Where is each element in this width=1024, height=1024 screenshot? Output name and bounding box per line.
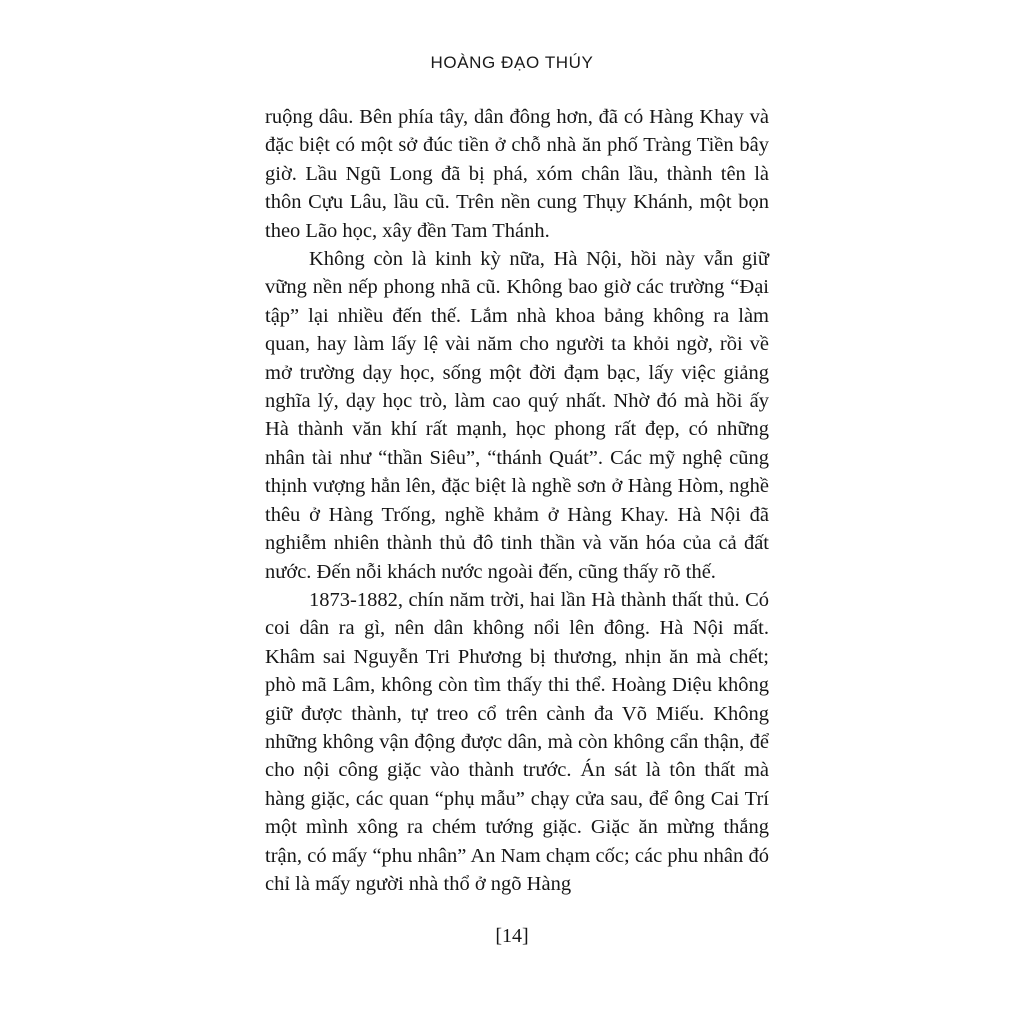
paragraph: Không còn là kinh kỳ nữa, Hà Nội, hồi này vẫn giữ vững nền nếp phong nhã cũ. Không bao giờ các trường “Đại tập” lại nhiều đến thế. Lắm nhà khoa bảng không ra làm quan, hay làm lấy lệ vài năm cho người ta khỏi ngờ, rồi về mở trường dạy học, sống một đời đạm bạc, lấy việc giảng nghĩa lý, dạy học trò, làm cao quý nhất. Nhờ đó mà hồi ấy Hà thành văn khí rất mạnh, học phong rất đẹp, có những nhân tài như “thần Siêu”, “thánh Quát”. Các mỹ nghệ cũng thịnh vượng hẳn lên, đặc biệt là nghề sơn ở Hàng Hòm, nghề thêu ở Hàng Trống, nghề khảm ở Hàng Khay. Hà Nội đã nghiễm nhiên thành thủ đô tinh thần và văn hóa của cả đất nước. Đến nỗi khách nước ngoài đến, cũng thấy rõ thế.: [265, 248, 769, 583]
running-head: HOÀNG ĐẠO THÚY: [430, 53, 594, 72]
paragraph: 1873-1882, chín năm trời, hai lần Hà thành thất thủ. Có coi dân ra gì, nên dân không nổi lên đông. Hà Nội mất. Khâm sai Nguyễn Tri Phương bị thương, nhịn ăn mà chết; phò mã Lâm, không còn tìm thấy thi thể. Hoàng Diệu không giữ được thành, tự treo cổ trên cành đa Võ Miếu. Không những không vận động được dân, mà còn không cẩn thận, để cho nội công giặc vào thành trước. Án sát là tôn thất mà hàng giặc, các quan “phụ mẫu” chạy cửa sau, để ông Cai Trí một mình xông ra chém tướng giặc. Giặc ăn mừng thắng trận, có mấy “phu nhân” An Nam chạm cốc; các phu nhân đó chỉ là mấy người nhà thổ ở ngõ Hàng: [265, 588, 769, 895]
paragraph-continued: ruộng dâu. Bên phía tây, dân đông hơn, đã có Hàng Khay và đặc biệt có một sở đúc tiền ở chỗ nhà ăn phố Tràng Tiền bây giờ. Lầu Ngũ Long đã bị phá, xóm chân lầu, thành tên là thôn Cựu Lâu, lầu cũ. Trên nền cung Thụy Khánh, một bọn theo Lão học, xây đền Tam Thánh.: [265, 106, 769, 242]
page-number: [14]: [495, 925, 529, 947]
body-text: [265, 103, 769, 898]
